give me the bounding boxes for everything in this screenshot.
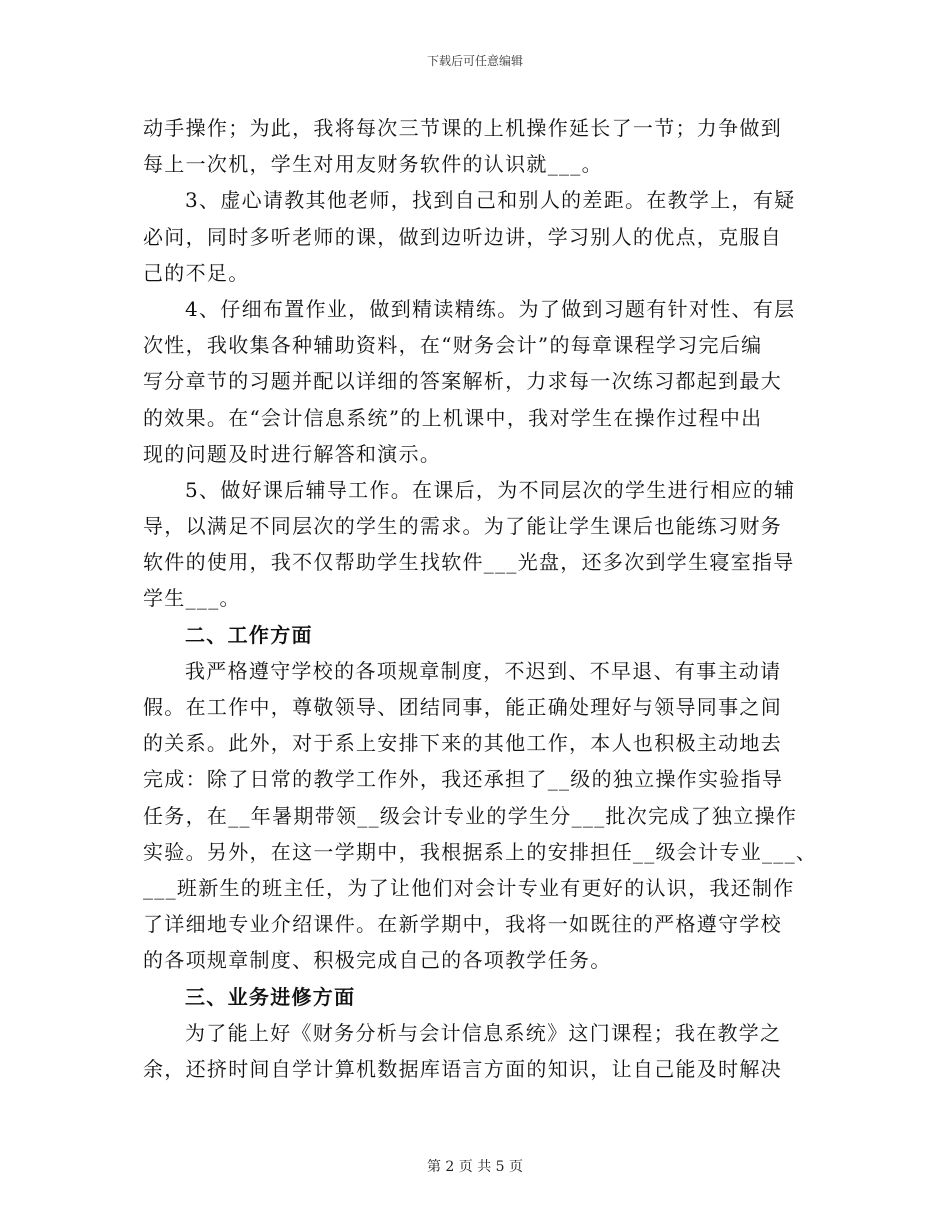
paragraph-line: 5、做好课后辅导工作。在课后，为不同层次的学生进行相应的辅 [185, 477, 796, 502]
paragraph-line: 写分章节的习题并配以详细的答案解析，力求每一次练习都起到最大 [143, 369, 782, 394]
paragraph-line: 每上一次机，学生对用友财务软件的认识就___。 [143, 152, 603, 177]
paragraph-line: 导，以满足不同层次的学生的需求。为了能让学生课后也能练习财务 [143, 514, 782, 539]
section-heading: 三、业务进修方面 [185, 984, 356, 1009]
paragraph-line: 我严格遵守学校的各项规章制度，不迟到、不早退、有事主动请 [185, 658, 782, 683]
paragraph-line: 了详细地专业介绍课件。在新学期中，我将一如既往的严格遵守学校 [143, 912, 782, 937]
section-heading: 二、工作方面 [185, 622, 313, 647]
document-body [143, 110, 818, 1087]
paragraph-line: 完成：除了日常的教学工作外，我还承担了__级的独立操作实验指导 [143, 767, 784, 792]
paragraph-line: 的效果。在“会计信息系统”的上机课中，我对学生在操作过程中出 [143, 405, 763, 430]
paragraph-line: 学生___。 [143, 586, 241, 611]
paragraph-line: 的各项规章制度、积极完成自己的各项教学任务。 [143, 948, 612, 973]
paragraph-line: 己的不足。 [143, 260, 250, 285]
paragraph-line: 3、虚心请教其他老师，找到自己和别人的差距。在教学上，有疑 [185, 188, 796, 213]
paragraph-line: ___班新生的班主任，为了让他们对会计专业有更好的认识，我还制作 [143, 875, 795, 900]
paragraph-line: 实验。另外，在这一学期中，我根据系上的安排担任__级会计专业___、 [143, 839, 818, 864]
paragraph-line: 为了能上好《财务分析与会计信息系统》这门课程；我在教学之 [185, 1020, 782, 1045]
paragraph-line: 4、仔细布置作业，做到精读精练。为了做到习题有针对性、有层 [185, 296, 796, 321]
page-header: 下载后可任意编辑 [426, 54, 523, 68]
paragraph-line: 任务，在__年暑期带领__级会计专业的学生分___批次完成了独立操作 [143, 803, 798, 828]
paragraph-line: 软件的使用，我不仅帮助学生找软件___光盘，还多次到学生寝室指导 [143, 550, 795, 575]
paragraph-line: 的关系。此外，对于系上安排下来的其他工作，本人也积极主动地去 [143, 731, 782, 756]
paragraph-line: 假。在工作中，尊敬领导、团结同事，能正确处理好与领导同事之间 [143, 695, 782, 719]
page-number: 第 2 页 共 5 页 [426, 1159, 524, 1175]
paragraph-line: 余，还挤时间自学计算机数据库语言方面的知识，让自己能及时解决 [143, 1056, 782, 1081]
paragraph-line: 必问，同时多听老师的课，做到边听边讲，学习别人的优点，克服自 [143, 224, 782, 249]
paragraph-line: 次性，我收集各种辅助资料，在“财务会计”的每章课程学习完后编 [143, 333, 763, 358]
paragraph-line: 动手操作；为此，我将每次三节课的上机操作延长了一节；力争做到 [143, 116, 782, 140]
paragraph-line: 现的问题及时进行解答和演示。 [143, 441, 442, 466]
